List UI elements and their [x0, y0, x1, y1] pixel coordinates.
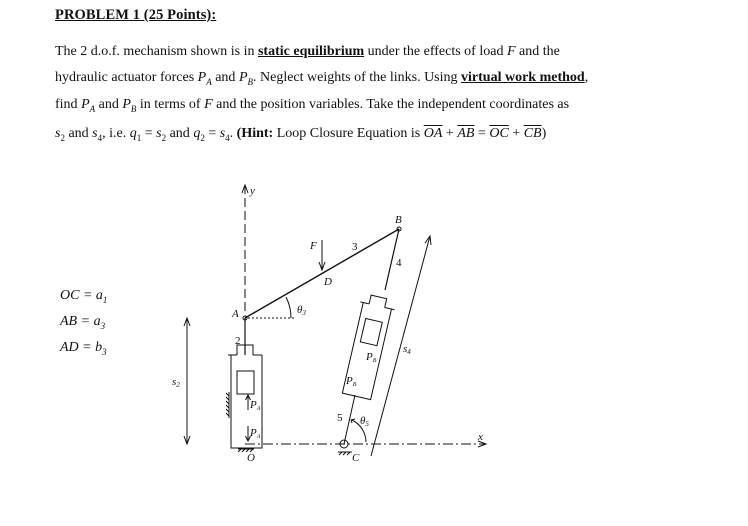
var-PB: P: [122, 97, 131, 112]
sub: 4: [97, 132, 103, 143]
var-PA-sub: A: [89, 103, 96, 114]
label-s4: s4: [403, 343, 411, 356]
piston-4: [360, 318, 382, 345]
var-q: q: [193, 126, 201, 141]
piston-2: [237, 371, 254, 394]
label-C: C: [352, 452, 360, 464]
label-link-3: 3: [352, 241, 358, 253]
hint-label: (Hint:: [236, 126, 274, 141]
equation-AB: AB = $a_3$: [60, 313, 106, 331]
var-q: q: [129, 126, 137, 141]
var-s: s: [219, 126, 226, 141]
label-D: D: [324, 276, 332, 288]
label-link-2: 2: [235, 335, 241, 347]
label-PB-bottom: PB: [346, 375, 357, 388]
text-span: and the position variables. Take the independent coordinates as: [212, 97, 570, 112]
var-PB: P: [238, 70, 248, 85]
label-O: O: [247, 452, 255, 464]
sub: 2: [200, 132, 205, 143]
sub: 2: [161, 132, 167, 143]
var-F: F: [204, 97, 213, 112]
vector-AB: $\overline{AB}$: [457, 126, 475, 141]
label-s2: s2: [172, 376, 180, 389]
text-span: hydraulic actuator forces: [55, 70, 198, 85]
var-PA-sub: A: [206, 76, 212, 87]
var-PB-sub: B: [247, 76, 253, 87]
label-PA-top: PA: [250, 399, 261, 412]
text-span: and the: [515, 44, 560, 59]
problem-title: PROBLEM 1 (25 Points):: [55, 7, 217, 23]
label-link-5: 5: [337, 412, 343, 424]
label-A: A: [232, 308, 239, 320]
equation-OC: OC = $a_1$: [60, 288, 108, 305]
text-span: +: [508, 126, 524, 141]
cylinder-4-lip-right: [385, 307, 395, 309]
text-span: ,: [584, 70, 589, 85]
var-s: s: [156, 126, 162, 141]
label-theta5: θ5: [360, 415, 369, 428]
var-F: F: [506, 44, 516, 59]
theta3-arc: [286, 297, 291, 318]
text-span: and: [211, 70, 239, 85]
s4-dimension: [371, 236, 430, 456]
text-span: Loop Closure Equation is: [273, 126, 424, 141]
y-axis-label: y: [250, 185, 255, 197]
vector-OA: $\overline{OA}$: [423, 126, 443, 141]
label-theta3: θ3: [297, 304, 306, 317]
text-span: +: [442, 126, 458, 141]
sub: 4: [225, 132, 230, 143]
text-span: , i.e.: [102, 126, 130, 141]
var-s: s: [92, 126, 98, 141]
emphasis-virtual-work: virtual work method: [461, 70, 585, 85]
vector-OC: $\overline{OC}$: [489, 126, 509, 141]
vector-CB: $\overline{CB}$: [523, 126, 542, 141]
text-span: =: [204, 126, 220, 141]
text-span: The 2 d.o.f. mechanism shown is in: [55, 44, 258, 59]
label-PB-top: PB: [366, 351, 377, 364]
text-span: . Neglect weights of the links. Using: [253, 70, 462, 85]
label-link-4: 4: [396, 257, 402, 269]
label-F: F: [310, 240, 317, 252]
text-span: ): [541, 126, 547, 141]
text-span: under the effects of load: [364, 44, 507, 59]
var-PB-sub: B: [130, 103, 137, 114]
sub: 1: [136, 132, 142, 143]
text-span: =: [141, 126, 157, 141]
text-span: in terms of: [136, 97, 205, 112]
label-PA-bottom: PA: [250, 427, 261, 440]
text-span: =: [474, 126, 490, 141]
x-axis-label: x: [478, 431, 483, 443]
sub: 2: [60, 132, 65, 143]
label-B: B: [395, 214, 402, 226]
text-span: find: [55, 97, 82, 112]
equation-AD: AD = $b_3$: [60, 339, 107, 357]
text-span: and: [166, 126, 194, 141]
text-span: .: [229, 126, 237, 141]
cylinder-4-cap: [369, 295, 387, 307]
cylinder-4-lip-left: [360, 302, 369, 304]
var-PA: P: [197, 70, 207, 85]
emphasis-static-equilibrium: static equilibrium: [257, 44, 365, 59]
var-s: s: [55, 126, 61, 141]
text-span: and: [95, 97, 123, 112]
var-PA: P: [81, 97, 90, 112]
text-span: and: [64, 126, 93, 141]
